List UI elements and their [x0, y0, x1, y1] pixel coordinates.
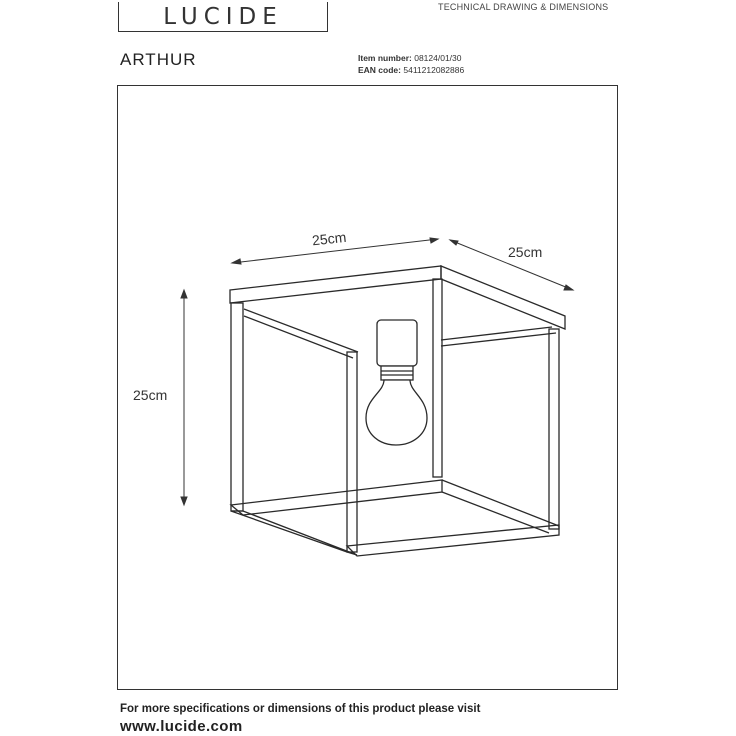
item-number-value: 08124/01/30 [414, 53, 462, 63]
brand-logo: LUCIDE [118, 2, 328, 32]
top-back-right-inner [441, 327, 552, 340]
website-link[interactable]: www.lucide.com [120, 718, 243, 735]
bulb-assembly [366, 320, 427, 445]
ean-value: 5411212082886 [403, 65, 465, 75]
post-front-right [549, 329, 559, 529]
top-plate-front [230, 266, 441, 303]
top-plate-side [441, 266, 565, 329]
bulb-icon [366, 380, 427, 445]
bottom-frame-back [231, 480, 442, 515]
width-arrow-right [430, 238, 438, 243]
ean-label: EAN code: [358, 65, 401, 75]
document-type: TECHNICAL DRAWING & DIMENSIONS [438, 2, 609, 12]
top-back-edge [244, 309, 358, 352]
width-label: 25cm [311, 228, 348, 249]
depth-arrow-bottom [564, 285, 573, 290]
post-back-right [433, 279, 442, 477]
top-back-edge-inner [244, 316, 353, 358]
bulb-base [381, 366, 413, 380]
bottom-frame-left [231, 511, 357, 555]
bottom-frame-right-inner [442, 492, 549, 533]
height-label: 25cm [133, 387, 168, 403]
item-number-label: Item number: [358, 53, 412, 63]
height-arrow-bottom [181, 497, 187, 505]
width-arrow-left [232, 259, 241, 264]
dimension-lines [181, 238, 573, 505]
bottom-frame-right [442, 480, 559, 526]
post-front-left [231, 303, 243, 511]
height-arrow-top [181, 290, 187, 298]
depth-label: 25cm [508, 244, 543, 260]
depth-arrow-top [450, 240, 458, 245]
bottom-frame-front [347, 525, 559, 556]
product-name: ARTHUR [120, 50, 197, 69]
post-center [347, 352, 357, 552]
footer-text: For more specifications or dimensions of this product please visit [120, 703, 481, 715]
top-back-right [441, 333, 556, 346]
lamp-socket [377, 320, 417, 366]
